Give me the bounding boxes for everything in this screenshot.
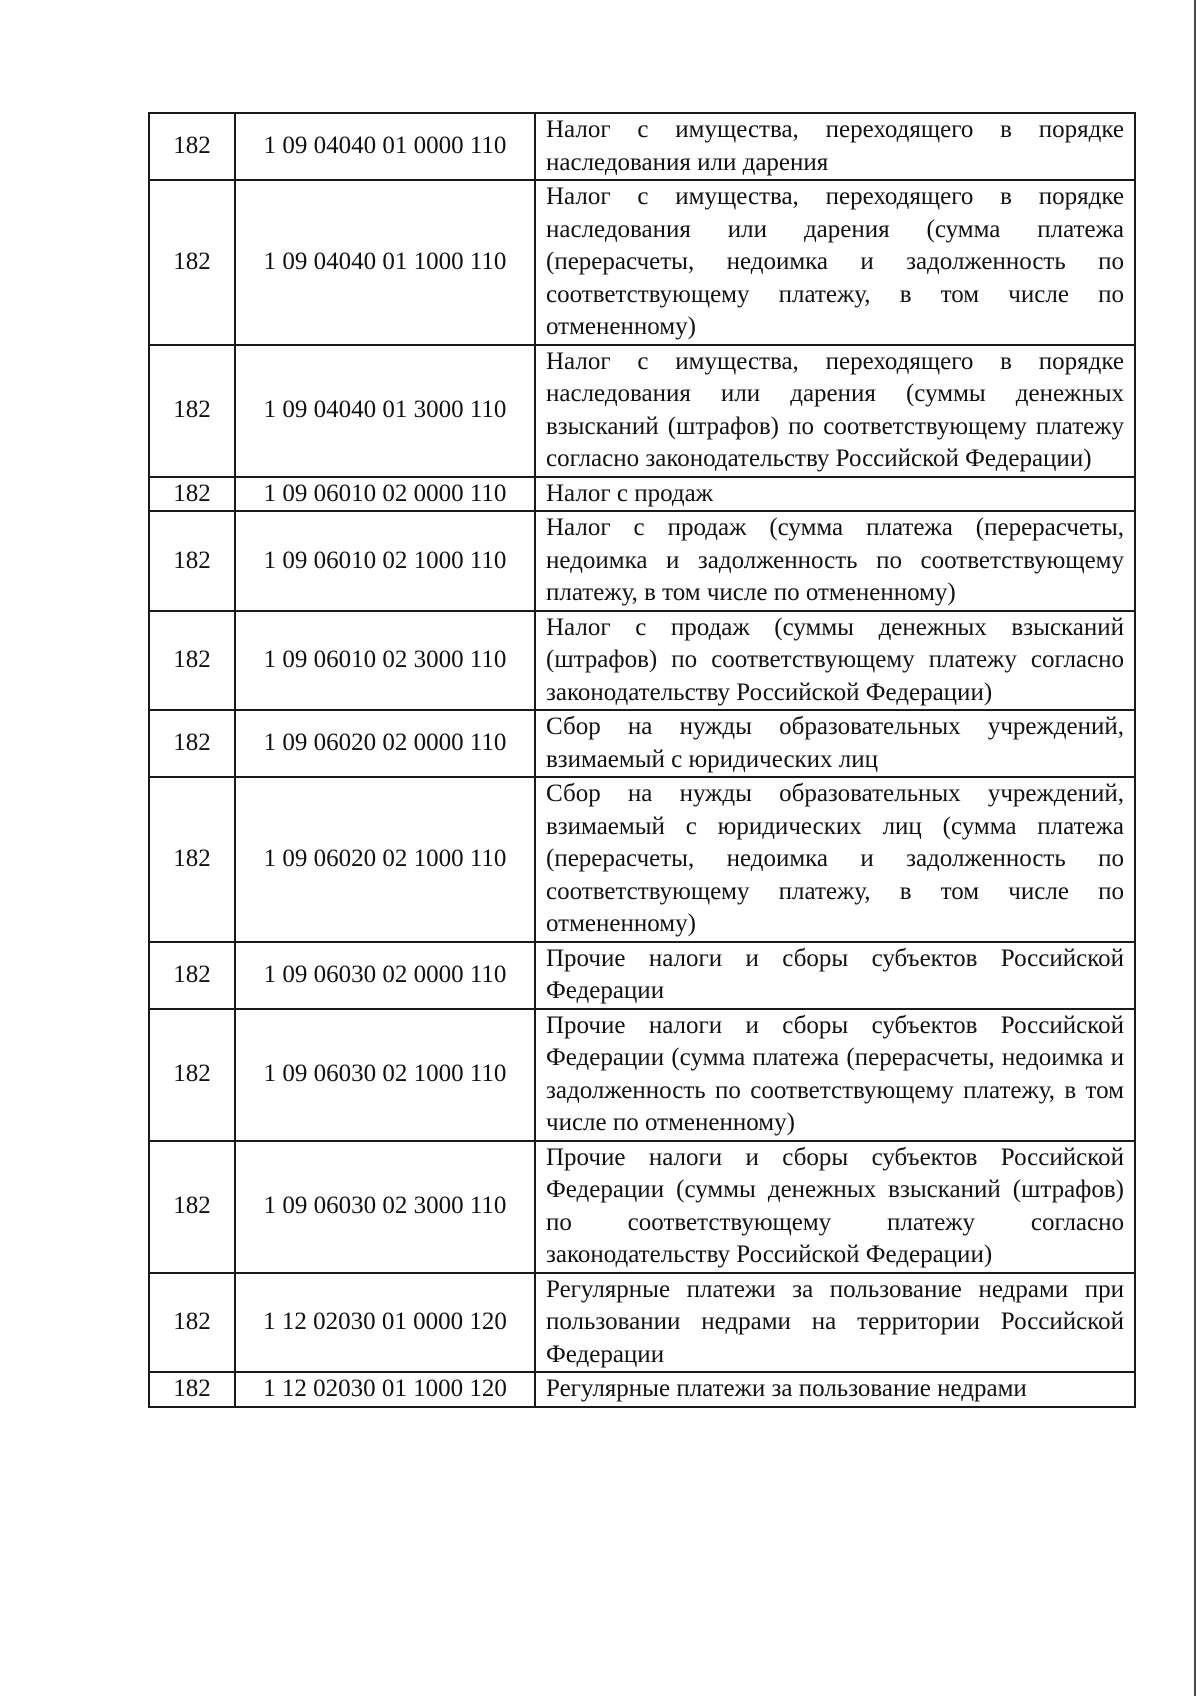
page-edge-line <box>1194 0 1196 1696</box>
budget-code-cell: 1 09 06010 02 3000 110 <box>235 611 535 711</box>
budget-code-cell: 1 09 04040 01 3000 110 <box>235 345 535 477</box>
revenue-name-cell: Налог с имущества, переходящего в порядке наследования или дарения (сумма платежа (перерасчеты, недоимка и задолженность по соответствующему платежу, в том числе по отмененному) <box>535 180 1135 345</box>
budget-code-cell: 1 09 04040 01 1000 110 <box>235 180 535 345</box>
table-row <box>149 777 1135 942</box>
admin-code-cell: 182 <box>149 345 235 477</box>
revenue-name-cell: Налог с имущества, переходящего в порядке наследования или дарения (суммы денежных взысканий (штрафов) по соответствующему платежу согласно законодательству Российской Федерации) <box>535 345 1135 477</box>
budget-code-cell: 1 09 06010 02 1000 110 <box>235 511 535 611</box>
budget-code-cell: 1 09 06010 02 0000 110 <box>235 477 535 512</box>
table-row <box>149 345 1135 477</box>
admin-code-cell: 182 <box>149 611 235 711</box>
budget-code-cell: 1 09 06030 02 3000 110 <box>235 1141 535 1273</box>
admin-code-cell: 182 <box>149 477 235 512</box>
admin-code-cell: 182 <box>149 942 235 1009</box>
admin-code-cell: 182 <box>149 180 235 345</box>
revenue-name-cell: Налог с продаж <box>535 477 1135 512</box>
budget-code-cell: 1 12 02030 01 1000 120 <box>235 1372 535 1407</box>
budget-code-cell: 1 09 06030 02 1000 110 <box>235 1009 535 1141</box>
table-row <box>149 710 1135 777</box>
table-row <box>149 511 1135 611</box>
revenue-name-cell: Налог с продаж (сумма платежа (перерасчеты, недоимка и задолженность по соответствующему платежу, в том числе по отмененному) <box>535 511 1135 611</box>
table-row <box>149 113 1135 180</box>
revenue-name-cell: Прочие налоги и сборы субъектов Российской Федерации (сумма платежа (перерасчеты, недоимка и задолженность по соответствующему платежу, в том числе по отмененному) <box>535 1009 1135 1141</box>
revenue-name-cell: Регулярные платежи за пользование недрами <box>535 1372 1135 1407</box>
table-row <box>149 1009 1135 1141</box>
admin-code-cell: 182 <box>149 1009 235 1141</box>
revenue-name-cell: Сбор на нужды образовательных учреждений, взимаемый с юридических лиц (сумма платежа (перерасчеты, недоимка и задолженность по соответствующему платежу, в том числе по отмененному) <box>535 777 1135 942</box>
budget-code-cell: 1 09 06020 02 1000 110 <box>235 777 535 942</box>
table-row <box>149 1141 1135 1273</box>
revenue-name-cell: Сбор на нужды образовательных учреждений, взимаемый с юридических лиц <box>535 710 1135 777</box>
budget-code-cell: 1 12 02030 01 0000 120 <box>235 1273 535 1373</box>
admin-code-cell: 182 <box>149 777 235 942</box>
table-row <box>149 611 1135 711</box>
table-row <box>149 1372 1135 1407</box>
budget-code-cell: 1 09 04040 01 0000 110 <box>235 113 535 180</box>
revenue-name-cell: Прочие налоги и сборы субъектов Российской Федерации (суммы денежных взысканий (штрафов) по соответствующему платежу согласно законодательству Российской Федерации) <box>535 1141 1135 1273</box>
budget-code-cell: 1 09 06020 02 0000 110 <box>235 710 535 777</box>
admin-code-cell: 182 <box>149 1372 235 1407</box>
admin-code-cell: 182 <box>149 511 235 611</box>
revenue-name-cell: Налог с продаж (суммы денежных взысканий (штрафов) по соответствующему платежу согласно законодательству Российской Федерации) <box>535 611 1135 711</box>
revenue-name-cell: Налог с имущества, переходящего в порядке наследования или дарения <box>535 113 1135 180</box>
admin-code-cell: 182 <box>149 113 235 180</box>
revenue-name-cell: Регулярные платежи за пользование недрами при пользовании недрами на территории Российской Федерации <box>535 1273 1135 1373</box>
admin-code-cell: 182 <box>149 1141 235 1273</box>
budget-code-table <box>148 112 1136 1408</box>
budget-code-cell: 1 09 06030 02 0000 110 <box>235 942 535 1009</box>
admin-code-cell: 182 <box>149 710 235 777</box>
revenue-name-cell: Прочие налоги и сборы субъектов Российской Федерации <box>535 942 1135 1009</box>
table-row <box>149 180 1135 345</box>
admin-code-cell: 182 <box>149 1273 235 1373</box>
table-row <box>149 942 1135 1009</box>
table-row <box>149 1273 1135 1373</box>
table-row <box>149 477 1135 512</box>
